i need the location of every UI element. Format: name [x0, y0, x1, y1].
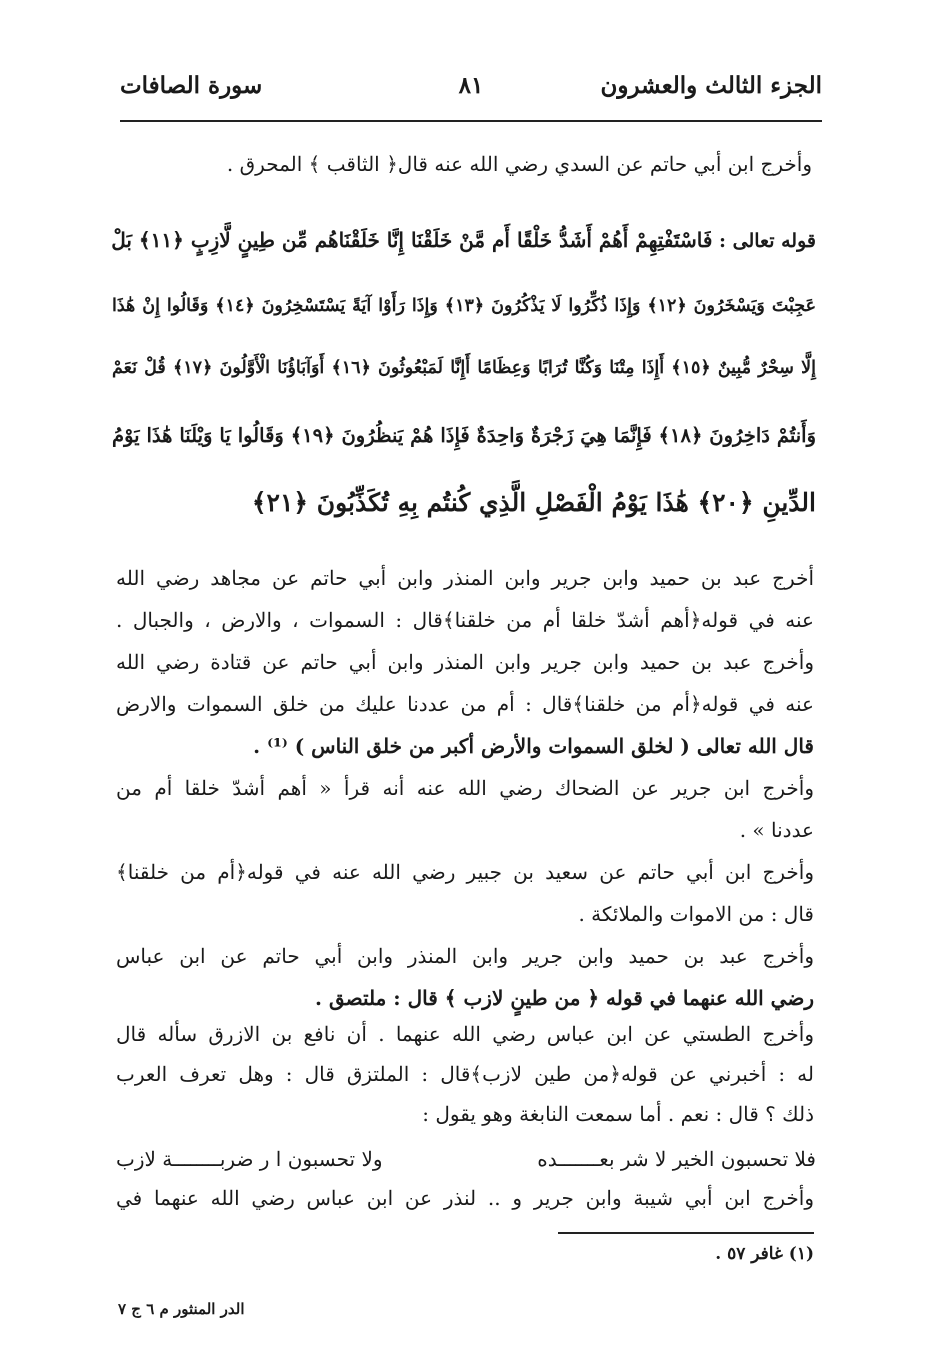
part-title: الجزء الثالث والعشرون [600, 72, 822, 99]
text-line: عددنا » . [739, 818, 814, 842]
intro-paragraph: وأخرج ابن أبي حاتم عن السدي رضي الله عنه قال﴿ الثاقب ﴾ المحرق . [226, 152, 812, 176]
text-line: رضي الله عنهما في قوله ﴿ من طينٍ لازب ﴾ قال : ملتصق . [315, 986, 814, 1010]
text-line: وأخرج عبد بن حميد وابن جرير وابن المنذر وابن أبي حاتم عن قتادة رضي الله [116, 650, 814, 674]
poem-verse [116, 1147, 816, 1177]
page-number: ٨١ [458, 72, 484, 99]
printer-signature: الدر المنثور م ٦ ج ٧ [118, 1300, 245, 1318]
poem-second-hemistich: ولا تحسبون ا ر ضربــــــــة لازب [116, 1147, 383, 1171]
page-header [120, 72, 822, 112]
quran-intro: قوله تعالى : [712, 230, 816, 252]
text-line: عنه في قوله﴿أم من خلقنا﴾قال : أم من عددنا عليك من خلق السموات والارض [116, 692, 814, 716]
text-line: وأخرج الطستي عن ابن عباس رضي الله عنهما . أن نافع بن الازرق سأله قال [116, 1022, 814, 1046]
footnote: (١) غافر ٥٧ . [715, 1244, 814, 1264]
quran-line-2: عَجِبْتَ وَيَسْخَرُونَ ﴿١٢﴾ وَإِذَا ذُكِّرُوا لَا يَذْكُرُونَ ﴿١٣﴾ وَإِذَا رَأَوْا آيَةً يَسْتَسْخِرُونَ ﴿١٤﴾ وَقَالُوا إِنْ هَٰذَا [112, 296, 817, 316]
text-line: وأخرج ابن أبي شيبة وابن جرير و .. لنذر عن ابن عباس رضي الله عنهما في [116, 1186, 814, 1210]
text-line: قال الله تعالى ( لخلق السموات والأرض أكبر من خلق الناس ) ⁽¹⁾ . [253, 734, 814, 758]
surah-title: سورة الصافات [120, 72, 263, 99]
text-line: أخرج عبد بن حميد وابن جرير وابن المنذر وابن أبي حاتم عن مجاهد رضي الله [116, 566, 814, 590]
text-line: له : أخبرني عن قوله﴿من طين لازب﴾قال : الملتزق قال : وهل تعرف العرب [116, 1062, 814, 1086]
quran-line-1: قوله تعالى : فَاسْتَفْتِهِمْ أَهُمْ أَشَدُّ خَلْقًا أَم مَّنْ خَلَقْنَا إِنَّا خَلَقْنَاهُم مِّن طِينٍ لَّازِبٍ ﴿١١﴾ بَلْ [111, 228, 816, 252]
text-line: عنه في قوله﴿أهم أشدّ خلقا أم من خلقنا﴾قال : السموات ، والارض ، والجبال . [116, 608, 814, 632]
header-divider [120, 120, 822, 122]
quran-line-4: وَأَنتُمْ دَاخِرُونَ ﴿١٨﴾ فَإِنَّمَا هِيَ زَجْرَةٌ وَاحِدَةٌ فَإِذَا هُمْ يَنظُرُونَ ﴿١٩﴾ وَقَالُوا يَا وَيْلَنَا هَٰذَا يَوْمُ [112, 424, 816, 447]
poem-first-hemistich: فلا تحسبون الخير لا شر بعـــــــده [537, 1147, 816, 1171]
quran-line-3: إِلَّا سِحْرٌ مُّبِينٌ ﴿١٥﴾ أَإِذَا مِتْنَا وَكُنَّا تُرَابًا وَعِظَامًا أَإِنَّا لَمَبْعُوثُونَ ﴿١٦﴾ أَوَآبَاؤُنَا الْأَوَّلُونَ ﴿١٧﴾ قُلْ نَعَمْ [112, 358, 816, 378]
text-line: قال : من الاموات والملائكة . [578, 902, 814, 926]
text-line: وأخرج عبد بن حميد وابن جرير وابن المنذر وابن أبي حاتم عن ابن عباس [116, 944, 814, 968]
text-line: ذلك ؟ قال : نعم . أما سمعت النابغة وهو يقول : [422, 1102, 814, 1126]
text-line: وأخرج ابن أبي حاتم عن سعيد بن جبير رضي الله عنه في قوله﴿أم من خلقنا﴾ [116, 860, 814, 884]
quran-line-5: الدِّينِ ﴿٢٠﴾ هَٰذَا يَوْمُ الْفَصْلِ الَّذِي كُنتُم بِهِ تُكَذِّبُونَ ﴿٢١﴾ [251, 488, 816, 517]
text-line: وأخرج ابن جرير عن الضحاك رضي الله عنه أنه قرأ « أهم أشدّ خلقا أم من [116, 776, 814, 800]
footnote-divider [558, 1232, 814, 1234]
